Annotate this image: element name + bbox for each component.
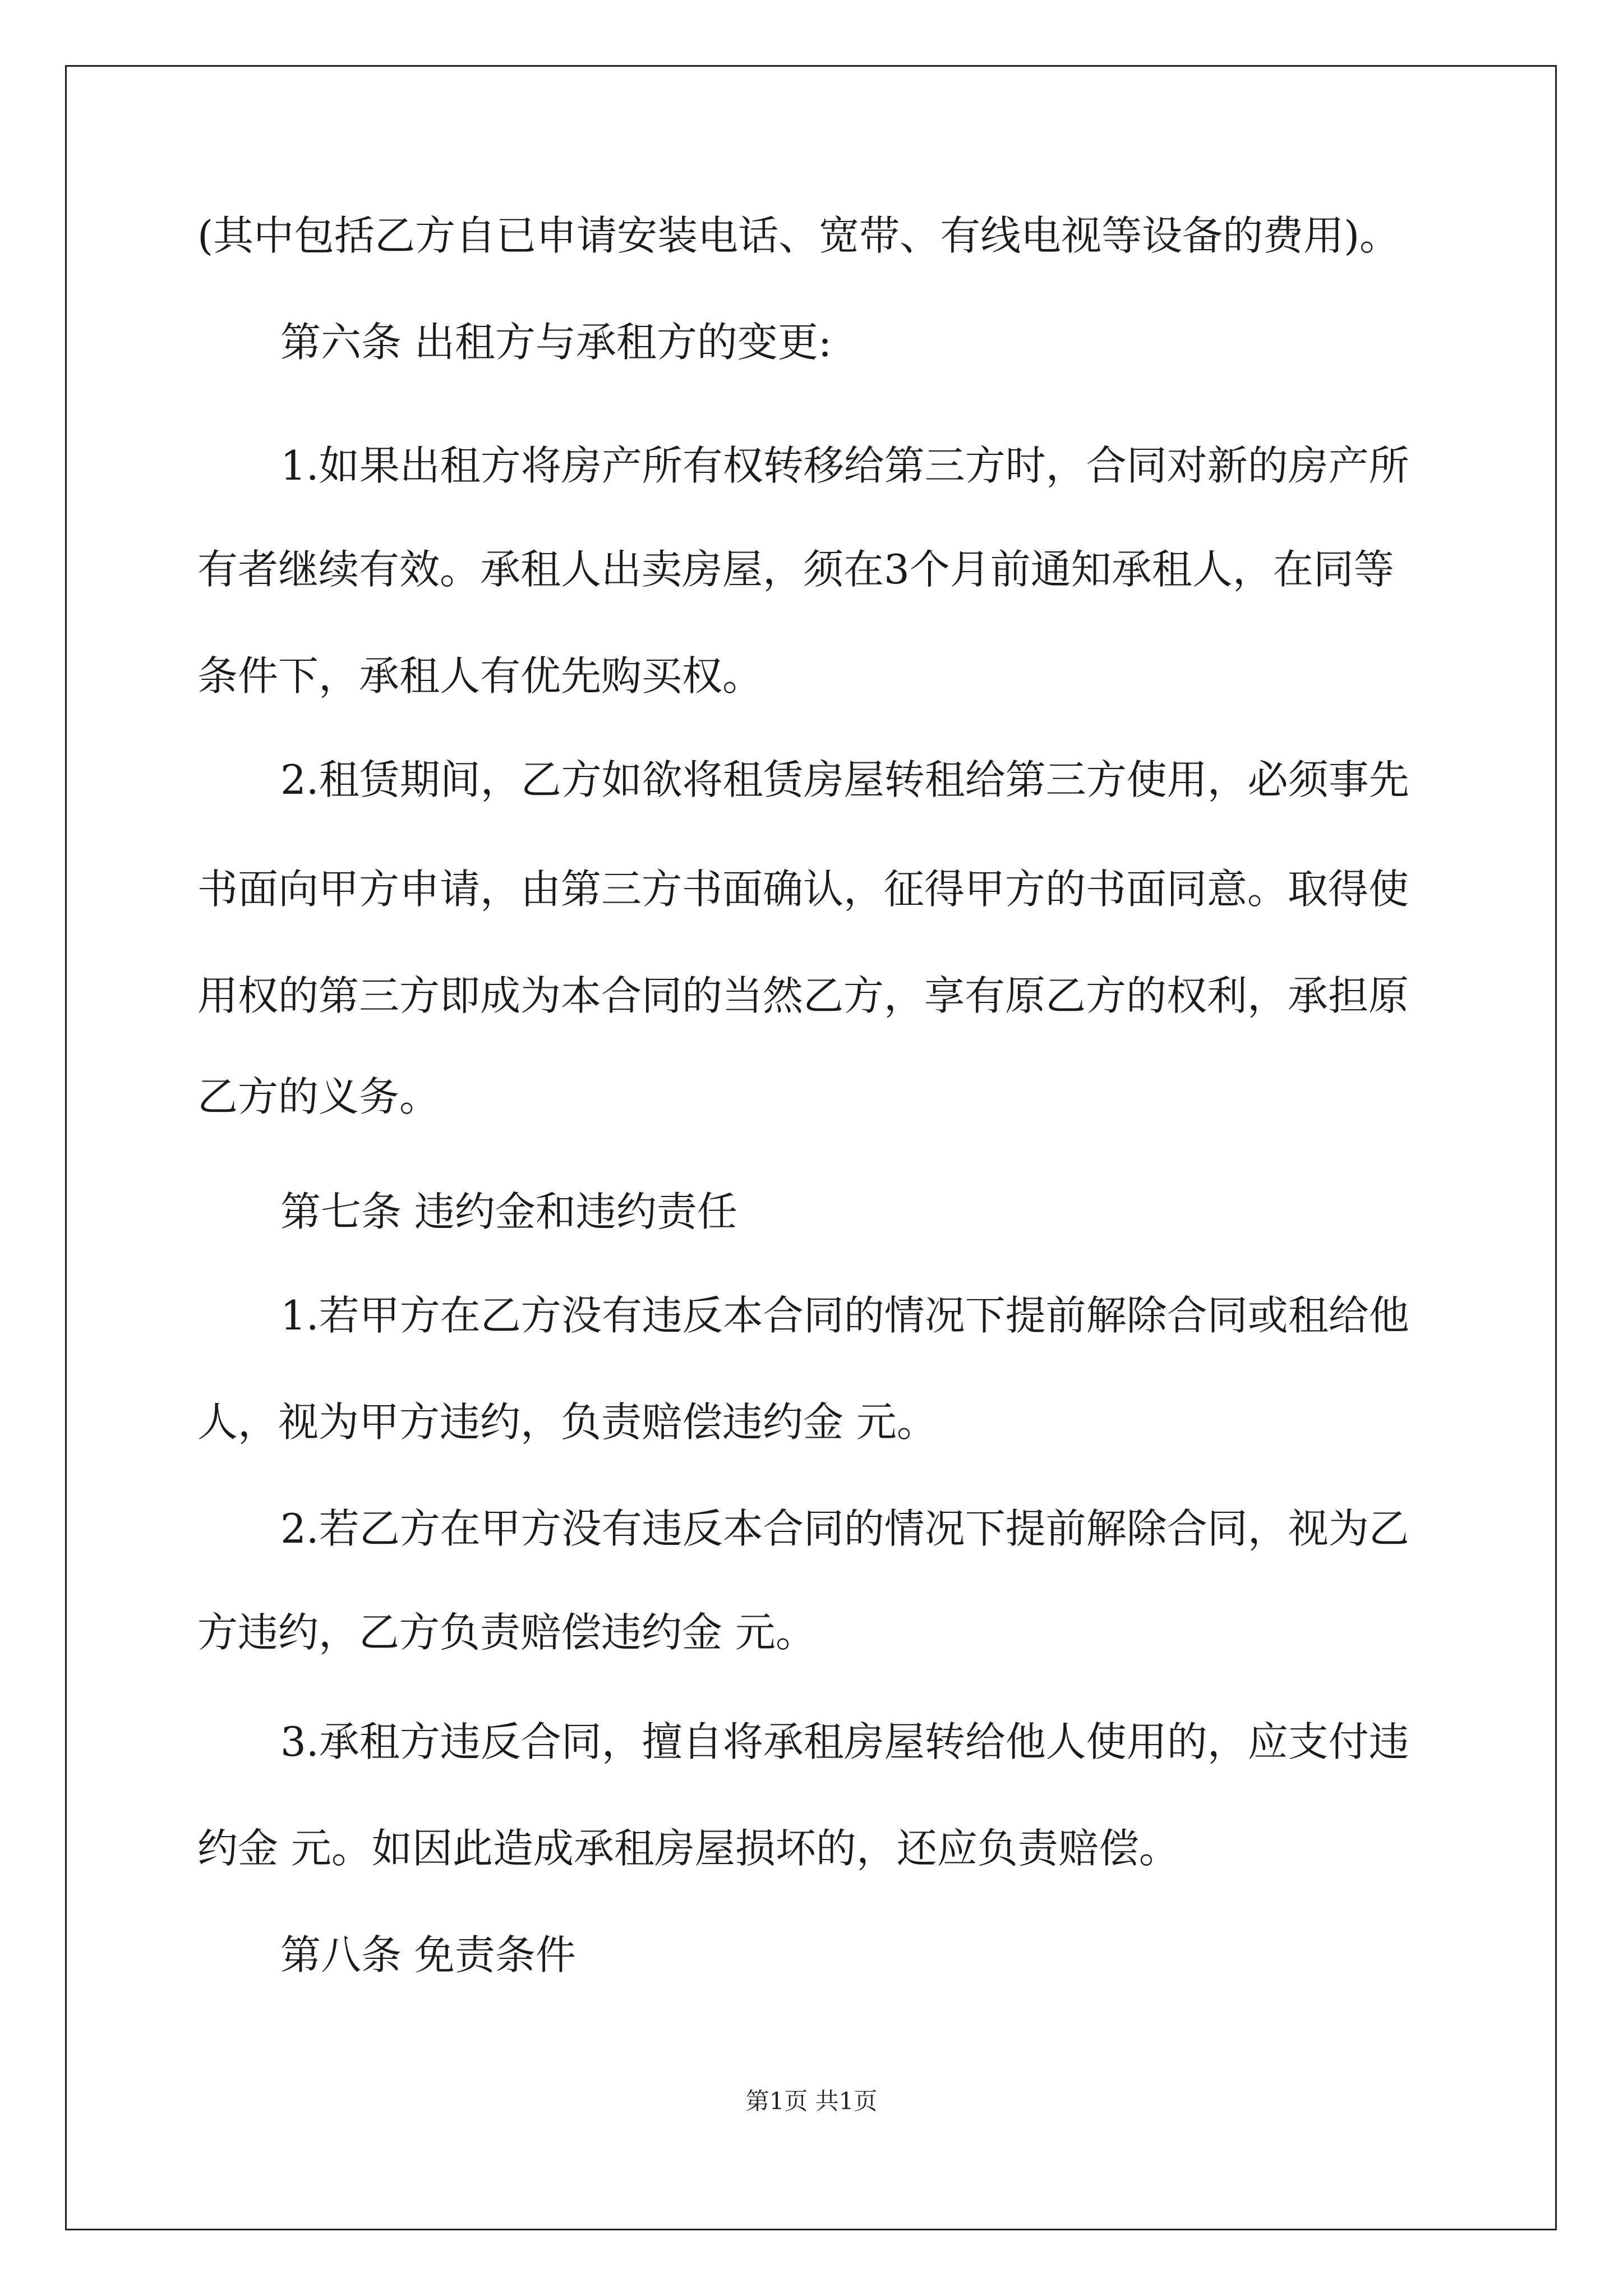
text-line: 乙方的义务。 <box>197 1073 440 1120</box>
text-line: 约金 元。如因此造成承租房屋损坏的，还应负责赔偿。 <box>197 1825 1179 1872</box>
text-line: (其中包括乙方自已申请安装电话、宽带、有线电视等设备的费用)。 <box>197 212 1400 259</box>
text-line: 有者继续有效。承租人出卖房屋，须在3个月前通知承租人，在同等 <box>197 546 1394 593</box>
section-heading: 第八条 免责条件 <box>280 1931 576 1978</box>
section-heading: 第七条 违约金和违约责任 <box>280 1188 737 1235</box>
text-line: 1.若甲方在乙方没有违反本合同的情况下提前解除合同或租给他 <box>280 1292 1409 1339</box>
page-border <box>65 65 1557 2230</box>
text-line: 人，视为甲方违约，负责赔偿违约金 元。 <box>197 1398 937 1446</box>
text-line: 2.若乙方在甲方没有违反本合同的情况下提前解除合同，视为乙 <box>280 1505 1409 1552</box>
text-line: 2.租赁期间，乙方如欲将租赁房屋转租给第三方使用，必须事先 <box>280 756 1409 803</box>
text-line: 书面向甲方申请，由第三方书面确认，征得甲方的书面同意。取得使 <box>197 866 1409 913</box>
text-line: 3.承租方违反合同，擅自将承租房屋转给他人使用的，应支付违 <box>280 1718 1409 1765</box>
page-footer: 第1页 共1页 <box>745 2087 878 2115</box>
text-line: 用权的第三方即成为本合同的当然乙方，享有原乙方的权利，承担原 <box>197 972 1409 1019</box>
text-line: 方违约，乙方负责赔偿违约金 元。 <box>197 1609 816 1656</box>
section-heading: 第六条 出租方与承租方的变更: <box>280 319 832 366</box>
text-line: 条件下，承租人有优先购买权。 <box>197 652 763 700</box>
text-line: 1.如果出租方将房产所有权转移给第三方时，合同对新的房产所 <box>280 442 1409 489</box>
